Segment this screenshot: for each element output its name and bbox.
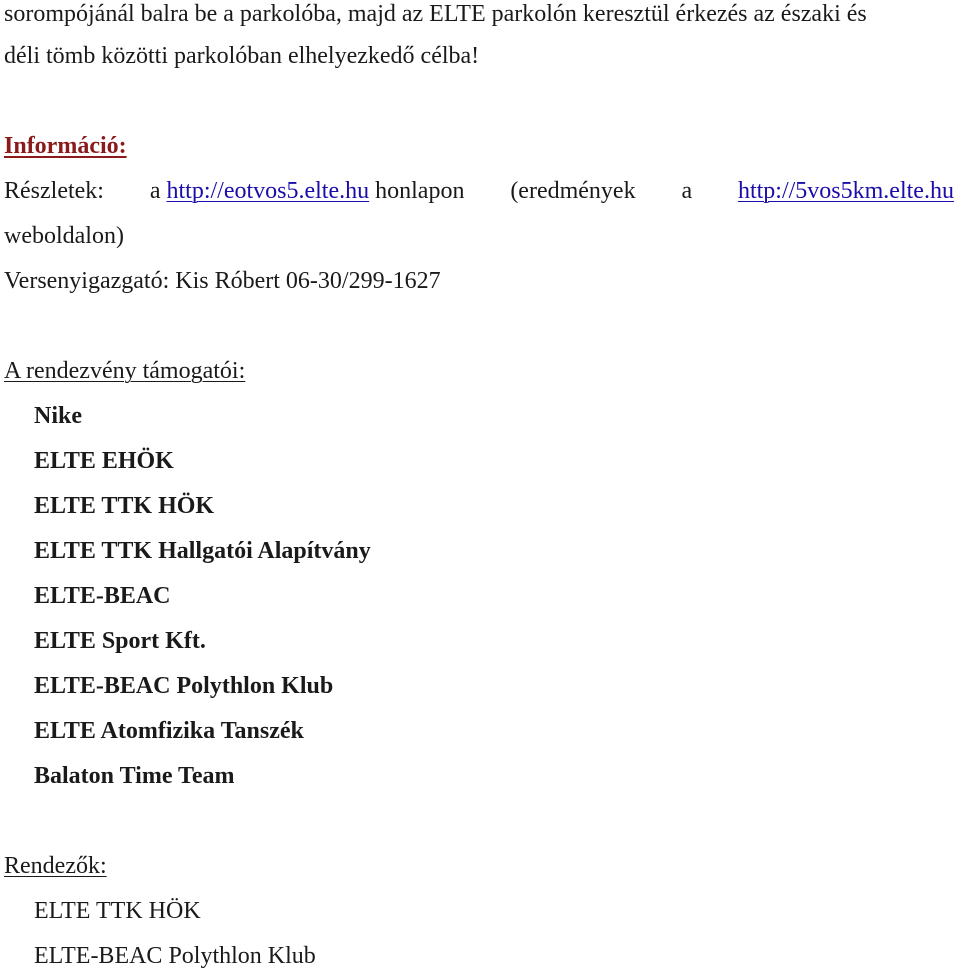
eotvos5-link[interactable]: http://eotvos5.elte.hu	[166, 178, 370, 204]
word-a-2: a	[681, 178, 693, 204]
details-link-group	[150, 177, 465, 205]
sponsor-item: ELTE TTK Hallgatói Alapítvány	[34, 538, 371, 564]
sponsor-item: Balaton Time Team	[34, 763, 235, 789]
sponsor-item: ELTE TTK HÖK	[34, 493, 215, 519]
sponsor-item: Nike	[34, 403, 82, 429]
5vos5km-link[interactable]: http://5vos5km.elte.hu	[737, 178, 954, 204]
word-eredmenyek: (eredmények	[510, 178, 636, 204]
word-a-1: a	[149, 178, 161, 204]
word-honlapon: honlapon	[375, 178, 465, 204]
sponsor-item: ELTE Atomfizika Tanszék	[34, 718, 304, 744]
information-heading: Információ:	[4, 133, 127, 159]
details-line	[4, 177, 954, 205]
weboldalon-text: weboldalon)	[4, 223, 124, 249]
intro-line-2: déli tömb közötti parkolóban elhelyezkedő célba!	[4, 43, 480, 69]
organizers-heading: Rendezők:	[4, 853, 107, 879]
race-director: Versenyigazgató: Kis Róbert 06-30/299-1627	[4, 268, 441, 294]
sponsor-item: ELTE EHÖK	[34, 448, 174, 474]
details-label: Részletek:	[4, 178, 104, 204]
sponsor-item: ELTE Sport Kft.	[34, 628, 206, 654]
intro-line-1: sorompójánál balra be a parkolóba, majd az ELTE parkolón keresztül érkezés az északi és	[4, 1, 867, 27]
sponsor-item: ELTE-BEAC Polythlon Klub	[34, 673, 334, 699]
organizer-item: ELTE TTK HÖK	[34, 898, 201, 924]
organizer-item: ELTE-BEAC Polythlon Klub	[34, 943, 316, 969]
sponsors-heading: A rendezvény támogatói:	[4, 358, 246, 384]
sponsor-item: ELTE-BEAC	[34, 583, 171, 609]
